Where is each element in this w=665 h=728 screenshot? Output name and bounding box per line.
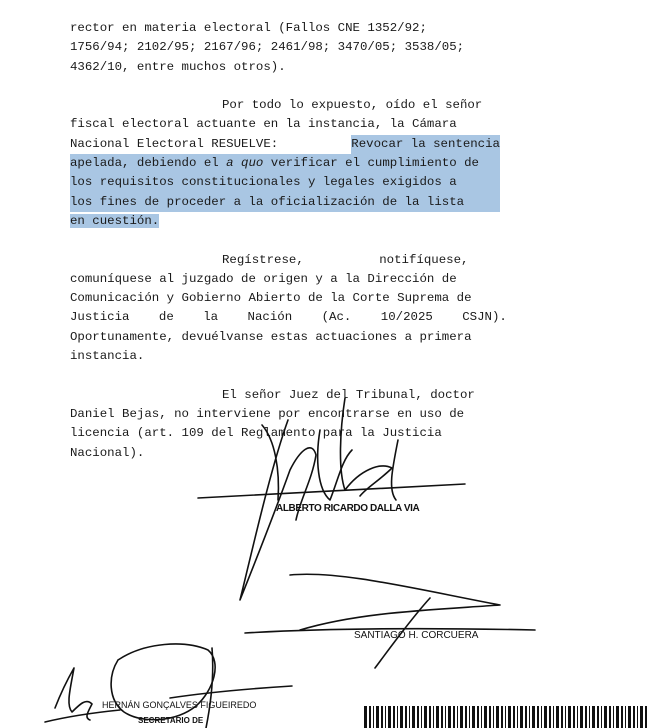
text-line: instancia.: [70, 349, 145, 364]
text-line: Regístrese, notifíquese,: [222, 252, 469, 267]
barcode-bar: [537, 706, 539, 728]
text-line: Oportunamente, devuélvanse estas actuaciones a primera: [70, 329, 472, 344]
barcode-bar: [472, 706, 475, 728]
barcode-bar: [429, 706, 431, 728]
highlighted-text: Revocar la sentencia: [351, 135, 500, 154]
text-line: licencia (art. 109 del Reglamento para la Justicia: [70, 426, 442, 441]
barcode-bar: [637, 706, 638, 728]
barcode-bar: [385, 706, 386, 728]
barcode-bar: [609, 706, 611, 728]
text-line: fiscal electoral actuante en la instancia, la Cámara: [70, 117, 457, 132]
text-line: Justicia de la Nación (Ac. 10/2025 CSJN).: [70, 310, 507, 325]
barcode-bar: [565, 706, 566, 728]
text-line: Nacional Electoral RESUELVE: Revocar la sentencia: [70, 135, 500, 154]
barcode-bar: [465, 706, 467, 728]
barcode-bar: [621, 706, 623, 728]
text-line: Comunicación y Gobierno Abierto de la Corte Suprema de: [70, 291, 472, 306]
barcode-bar: [460, 706, 463, 728]
barcode-bar: [508, 706, 511, 728]
barcode-bar: [553, 706, 554, 728]
barcode-bar: [532, 706, 535, 728]
barcode-bar: [445, 706, 446, 728]
barcode-bar: [640, 706, 643, 728]
text-line: rector en materia electoral (Fallos CNE 1352/92;: [70, 21, 427, 35]
text-line: 4362/10, entre muchos otros).: [70, 59, 286, 74]
barcode-bar: [589, 706, 590, 728]
barcode-bar: [381, 706, 383, 728]
barcode-bar: [477, 706, 479, 728]
barcode-bar: [421, 706, 422, 728]
text-line: Daniel Bejas, no interviene por encontrarse en uso de: [70, 406, 465, 421]
signature-3-stroke: [55, 668, 92, 720]
barcode-bar: [393, 706, 395, 728]
highlighted-line: en cuestión.: [70, 213, 160, 228]
barcode-bar: [568, 706, 571, 728]
barcode-bar: [397, 706, 398, 728]
text-line: 1756/94; 2102/95; 2167/96; 2461/98; 3470/05; 3538/05;: [70, 40, 465, 55]
barcode-bar: [505, 706, 506, 728]
barcode-bar: [633, 706, 635, 728]
barcode-bar: [400, 706, 403, 728]
barcode-bar: [517, 706, 518, 728]
barcode-bar: [616, 706, 619, 728]
barcode-bar: [573, 706, 575, 728]
barcode-bar: [364, 706, 367, 728]
barcode-bar: [469, 706, 470, 728]
barcode-bar: [628, 706, 631, 728]
barcode-bar: [585, 706, 587, 728]
signature-stamp-1: ALBERTO RICARDO DALLA VIA: [276, 503, 420, 514]
barcode-bar: [448, 706, 451, 728]
barcode-bar: [592, 706, 595, 728]
barcode-bar: [556, 706, 559, 728]
barcode-bar: [544, 706, 547, 728]
barcode-bar: [520, 706, 523, 728]
barcode-bar: [412, 706, 415, 728]
barcode-bar: [501, 706, 503, 728]
barcode-bar: [580, 706, 583, 728]
signature-1-stroke: [392, 440, 398, 500]
barcode-bar: [493, 706, 494, 728]
barcode-bar: [433, 706, 434, 728]
barcode-bar: [388, 706, 391, 728]
barcode-bar: [417, 706, 419, 728]
barcode-bar: [453, 706, 455, 728]
barcode-bar: [597, 706, 599, 728]
barcode-bar: [409, 706, 410, 728]
signature-stamp-2: SANTIAGO H. CORCUERA: [354, 630, 479, 641]
barcode-bar: [457, 706, 458, 728]
barcode: [364, 706, 649, 728]
barcode-bar: [376, 706, 379, 728]
barcode-bar: [613, 706, 614, 728]
signature-1-stroke: [262, 425, 278, 500]
highlighted-line: apelada, debiendo el a quo verificar el cumplimiento de: [70, 154, 500, 173]
barcode-bar: [489, 706, 491, 728]
barcode-bar: [513, 706, 515, 728]
highlighted-line: los fines de proceder a la oficialización de la lista: [70, 193, 500, 212]
text-line: comuníquese al juzgado de origen y a la Dirección de: [70, 271, 457, 286]
barcode-bar: [645, 706, 647, 728]
barcode-bar: [625, 706, 626, 728]
barcode-bar: [529, 706, 530, 728]
barcode-bar: [577, 706, 578, 728]
text-line: El señor Juez del Tribunal, doctor: [222, 387, 475, 402]
barcode-bar: [496, 706, 499, 728]
barcode-bar: [369, 706, 371, 728]
barcode-bar: [436, 706, 439, 728]
barcode-bar: [541, 706, 542, 728]
text-line: Por todo lo expuesto, oído el señor: [222, 98, 483, 113]
signature-stamp-3: HERNÁN GONÇALVES FIGUEIREDO: [102, 700, 257, 710]
barcode-bar: [484, 706, 487, 728]
signature-2-stroke: [290, 574, 500, 630]
barcode-bar: [561, 706, 563, 728]
signature-1-stroke: [340, 398, 392, 496]
barcode-bar: [441, 706, 443, 728]
text-line: Nacional).: [70, 445, 145, 460]
barcode-bar: [481, 706, 482, 728]
signature-3-stroke: [170, 686, 292, 698]
highlighted-line: los requisitos constitucionales y legales exigidos a: [70, 173, 500, 192]
signature-3-stroke: [45, 710, 120, 722]
barcode-bar: [405, 706, 407, 728]
barcode-bar: [604, 706, 607, 728]
barcode-bar: [601, 706, 602, 728]
barcode-bar: [549, 706, 551, 728]
signature-stamp-3-title: SECRETARIO DE: [138, 716, 204, 725]
barcode-bar: [424, 706, 427, 728]
barcode-bar: [373, 706, 374, 728]
barcode-bar: [525, 706, 527, 728]
